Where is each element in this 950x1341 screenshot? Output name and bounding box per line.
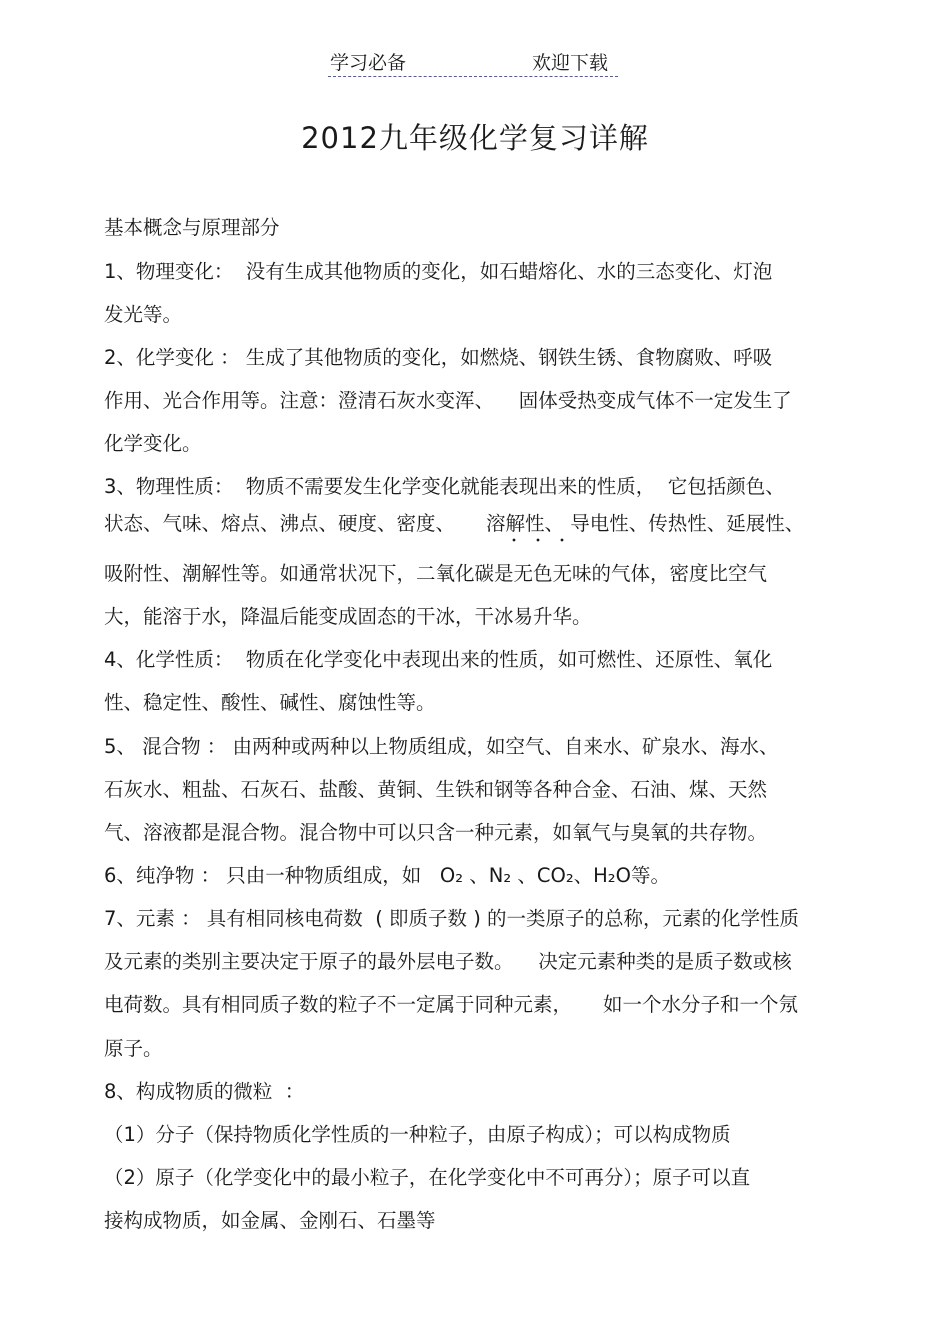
text-line: 石灰水、粗盐、石灰石、盐酸、黄铜、生铁和钢等各种合金、石油、煤、天然 [104,778,768,801]
text-line: （2）原子（化学变化中的最小粒子，在化学变化中不可再分）；原子可以直 [104,1166,751,1189]
text-line: 化学变化。 [104,432,202,455]
text-line: 原子。 [104,1037,163,1060]
text-line: 作用、光合作用等。注意：澄清石灰水变浑、 固体受热变成气体不一定发生了 [104,389,792,412]
emphasis-dots [502,538,582,542]
page-header [328,48,618,77]
text-line: 8、构成物质的微粒 ： [104,1080,305,1103]
text-line: 发光等。 [104,303,183,326]
text-line: 气、溶液都是混合物。混合物中可以只含一种元素，如氧气与臭氧的共存物。 [104,821,768,844]
document-title: 2012九年级化学复习详解 [301,121,649,155]
section-heading: 基本概念与原理部分 [104,216,280,239]
text-line: 1、物理变化： 没有生成其他物质的变化，如石蜡熔化、水的三态变化、灯泡 [104,260,773,283]
text-line: 6、纯净物 ： 只由一种物质组成，如 O₂ 、N₂ 、CO₂、H₂O等。 [104,864,670,887]
text-line: 状态、气味、熔点、沸点、硬度、密度、 溶解性、 导电性、传热性、延展性、 [104,512,805,535]
text-line: （1）分子（保持物质化学性质的一种粒子，由原子构成）；可以构成物质 [104,1123,731,1146]
text-line: 4、化学性质： 物质在化学变化中表现出来的性质，如可燃性、还原性、氧化 [104,648,773,671]
text-line: 大，能溶于水，降温后能变成固态的干冰，干冰易升华。 [104,605,592,628]
text-line: 性、稳定性、酸性、碱性、腐蚀性等。 [104,691,436,714]
text-line: 电荷数。具有相同质子数的粒子不一定属于同种元素， 如一个水分子和一个氖 [104,993,798,1016]
text-line: 3、物理性质： 物质不需要发生化学变化就能表现出来的性质， 它包括颜色、 [104,475,785,498]
text-line: 接构成物质，如金属、金刚石、石墨等 [104,1209,436,1232]
text-line: 5、 混合物 ： 由两种或两种以上物质组成，如空气、自来水、矿泉水、海水、 [104,735,779,758]
text-line: 2、化学变化 ： 生成了其他物质的变化，如燃烧、钢铁生锈、食物腐败、呼吸 [104,346,773,369]
header-left-text: 学习必备 [330,52,407,74]
text-line: 吸附性、潮解性等。如通常状况下，二氧化碳是无色无味的气体，密度比空气 [104,562,768,585]
header-right-text: 欢迎下载 [532,52,609,74]
text-line: 7、元素 ： 具有相同核电荷数 ( 即质子数 ) 的一类原子的总称，元素的化学性质 [104,907,800,930]
text-line: 及元素的类别主要决定于原子的最外层电子数。 决定元素种类的是质子数或核 [104,950,792,973]
